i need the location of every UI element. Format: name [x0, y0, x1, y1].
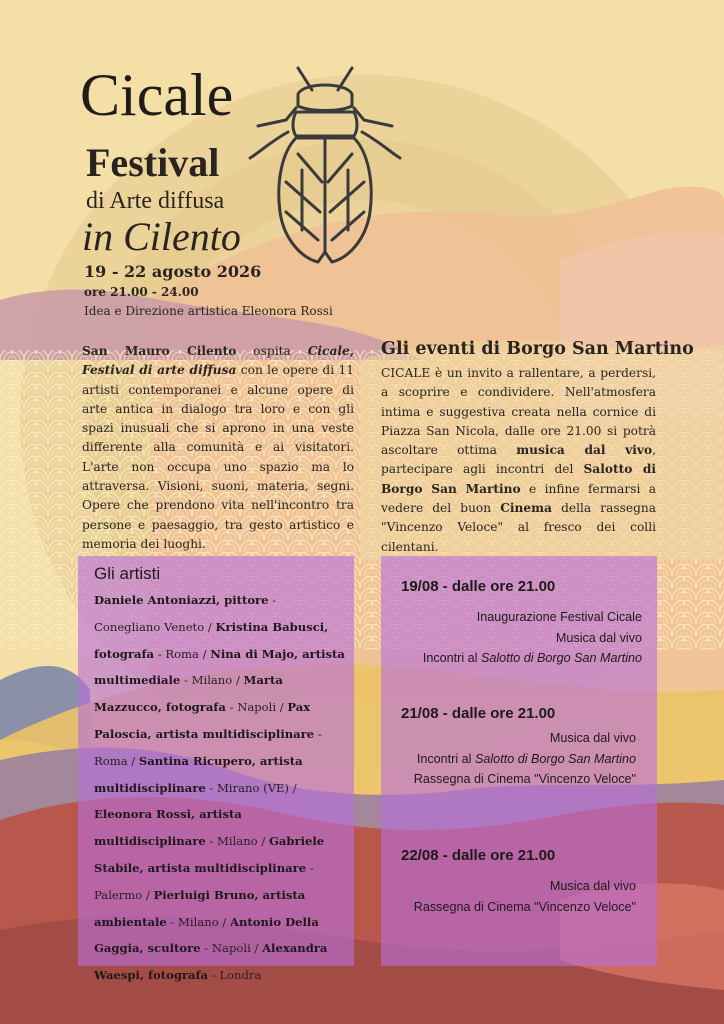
intro-paragraph [82, 342, 354, 554]
event-line: Inaugurazione Festival Cicale [476, 610, 642, 624]
artist-name: Nina di Majo, artista multimediale [94, 646, 345, 688]
events-text-4: della rassegna "Vincenzo Veloce" al fresco dei colli cilentani. [381, 501, 656, 554]
festival-brand: Cicale [80, 62, 234, 128]
artist-name: Kristina Babusci, fotografa [94, 619, 329, 661]
events-text-2: , partecipare agli incontri del [381, 443, 656, 477]
artist-city: Mirano (VE) [217, 780, 290, 795]
event-lines-3 [394, 876, 636, 917]
events-live-music: musica dal vivo [516, 443, 653, 458]
artist-name: Marta Mazzucco, fotografa [94, 673, 283, 715]
artists-list: Daniele Antoniazzi, pittore - Conegliano Veneto / Kristina Babusci, fotografa - Roma / Nina di Majo, artista multimediale - Milano / Marta Mazzucco, fotografa - Napoli / Pax Paloscia, artista multidisciplinare - Roma / Santina Ricupero, artista multidisciplinare - Mirano (VE) / Eleonora Rossi, artista multidisciplinare - Milano / Gabriele Stabile, artista multidisciplinare - Palermo / Pierluigi Bruno, artista ambientale - Milano / Antonio Della Gaggia, scultore - Napoli / Alexandra Waespi, fotografa - Londra [94, 593, 345, 983]
events-text-3: e infine fermarsi a vedere del buon [381, 481, 657, 516]
cicada-icon [240, 62, 410, 272]
artist-city: Palermo [94, 887, 143, 902]
artist-name: Eleonora Rossi, artista multidisciplinare [94, 807, 242, 849]
event-lines-1 [400, 607, 642, 669]
artist-city: Milano [191, 673, 233, 688]
artist-city: Roma [94, 753, 128, 768]
festival-location: in Cilento [82, 214, 241, 259]
artist-name: Daniele Antoniazzi, pittore [94, 593, 269, 607]
intro-festival-name: Cicale, Festival di arte diffusa [82, 344, 354, 378]
artist-name: Pierluigi Bruno, artista ambientale [94, 887, 306, 929]
artistic-direction: Idea e Direzione artistica Eleonora Rossi [84, 304, 333, 318]
events-heading: Gli eventi di Borgo San Martino [381, 339, 694, 359]
event-line: Rassegna di Cinema "Vincenzo Veloce" [413, 772, 636, 786]
event-lines-2 [394, 728, 636, 790]
events-cinema: Cinema [500, 501, 552, 516]
event-date-1: 19/08 - dalle ore 21.00 [401, 578, 556, 595]
artist-name: Gabriele Stabile, artista multidisciplinare [94, 834, 325, 875]
event-line: Incontri al Salotto di Borgo San Martino [422, 651, 642, 665]
artist-city: Napoli [237, 700, 277, 715]
event-date-3: 22/08 - dalle ore 21.00 [401, 847, 556, 864]
intro-place: San Mauro Cilento [82, 344, 237, 358]
artist-name: Santina Ricupero, artista multidisciplinare [94, 753, 303, 795]
artist-city: Milano [217, 834, 258, 849]
artists-heading: Gli artisti [94, 564, 161, 583]
artist-city: Napoli [211, 941, 251, 956]
artist-name: Alexandra Waespi, fotografa [94, 941, 328, 983]
event-line: Musica dal vivo [549, 879, 636, 893]
event-line: Musica dal vivo [555, 630, 642, 645]
festival-subtitle: di Arte diffusa [86, 188, 225, 214]
artist-name: Pax Paloscia, artista multidisciplinare [94, 700, 315, 741]
festival-word: Festival [86, 140, 220, 185]
events-text-1: CICALE è un invito a rallentare, a perdersi, a scoprire e condividere. Nell'atmosfera intima e suggestiva creata nella cornice di Piazza San Nicola, dalle ore 21.00 si potrà ascoltare ottima [381, 366, 656, 458]
event-line: Incontri al Salotto di Borgo San Martino [416, 751, 636, 766]
event-line: Musica dal vivo [549, 731, 636, 745]
artist-city: Londra [219, 968, 262, 983]
intro-body: con le opere di 11 artisti contemporanei e alcune opere di arte antica in dialogo tra loro e con gli spazi inusuali che si aprono in una veste differente alla comunità e ai visitatori. L'arte non occupa uno spazio ma lo attraversa. Visioni, suoni, materia, segni. Opere che prendono vita nell'incontro tra persone e paesaggio, tra gesto artistico e memoria dei luoghi. [82, 363, 354, 551]
artist-city: Roma [165, 646, 199, 661]
artist-name: Antonio Della Gaggia, scultore [94, 914, 319, 956]
festival-dates: 19 - 22 agosto 2026 [84, 262, 262, 281]
events-paragraph [381, 364, 656, 557]
intro-verb: ospita [236, 344, 308, 358]
events-salotto: Salotto di Borgo San Martino [381, 462, 656, 496]
festival-hours: ore 21.00 - 24.00 [84, 285, 199, 299]
artist-city: Conegliano Veneto [94, 619, 205, 634]
event-line: Rassegna di Cinema "Vincenzo Veloce" [413, 899, 636, 914]
event-date-2: 21/08 - dalle ore 21.00 [401, 705, 556, 722]
artist-city: Milano [178, 914, 219, 929]
